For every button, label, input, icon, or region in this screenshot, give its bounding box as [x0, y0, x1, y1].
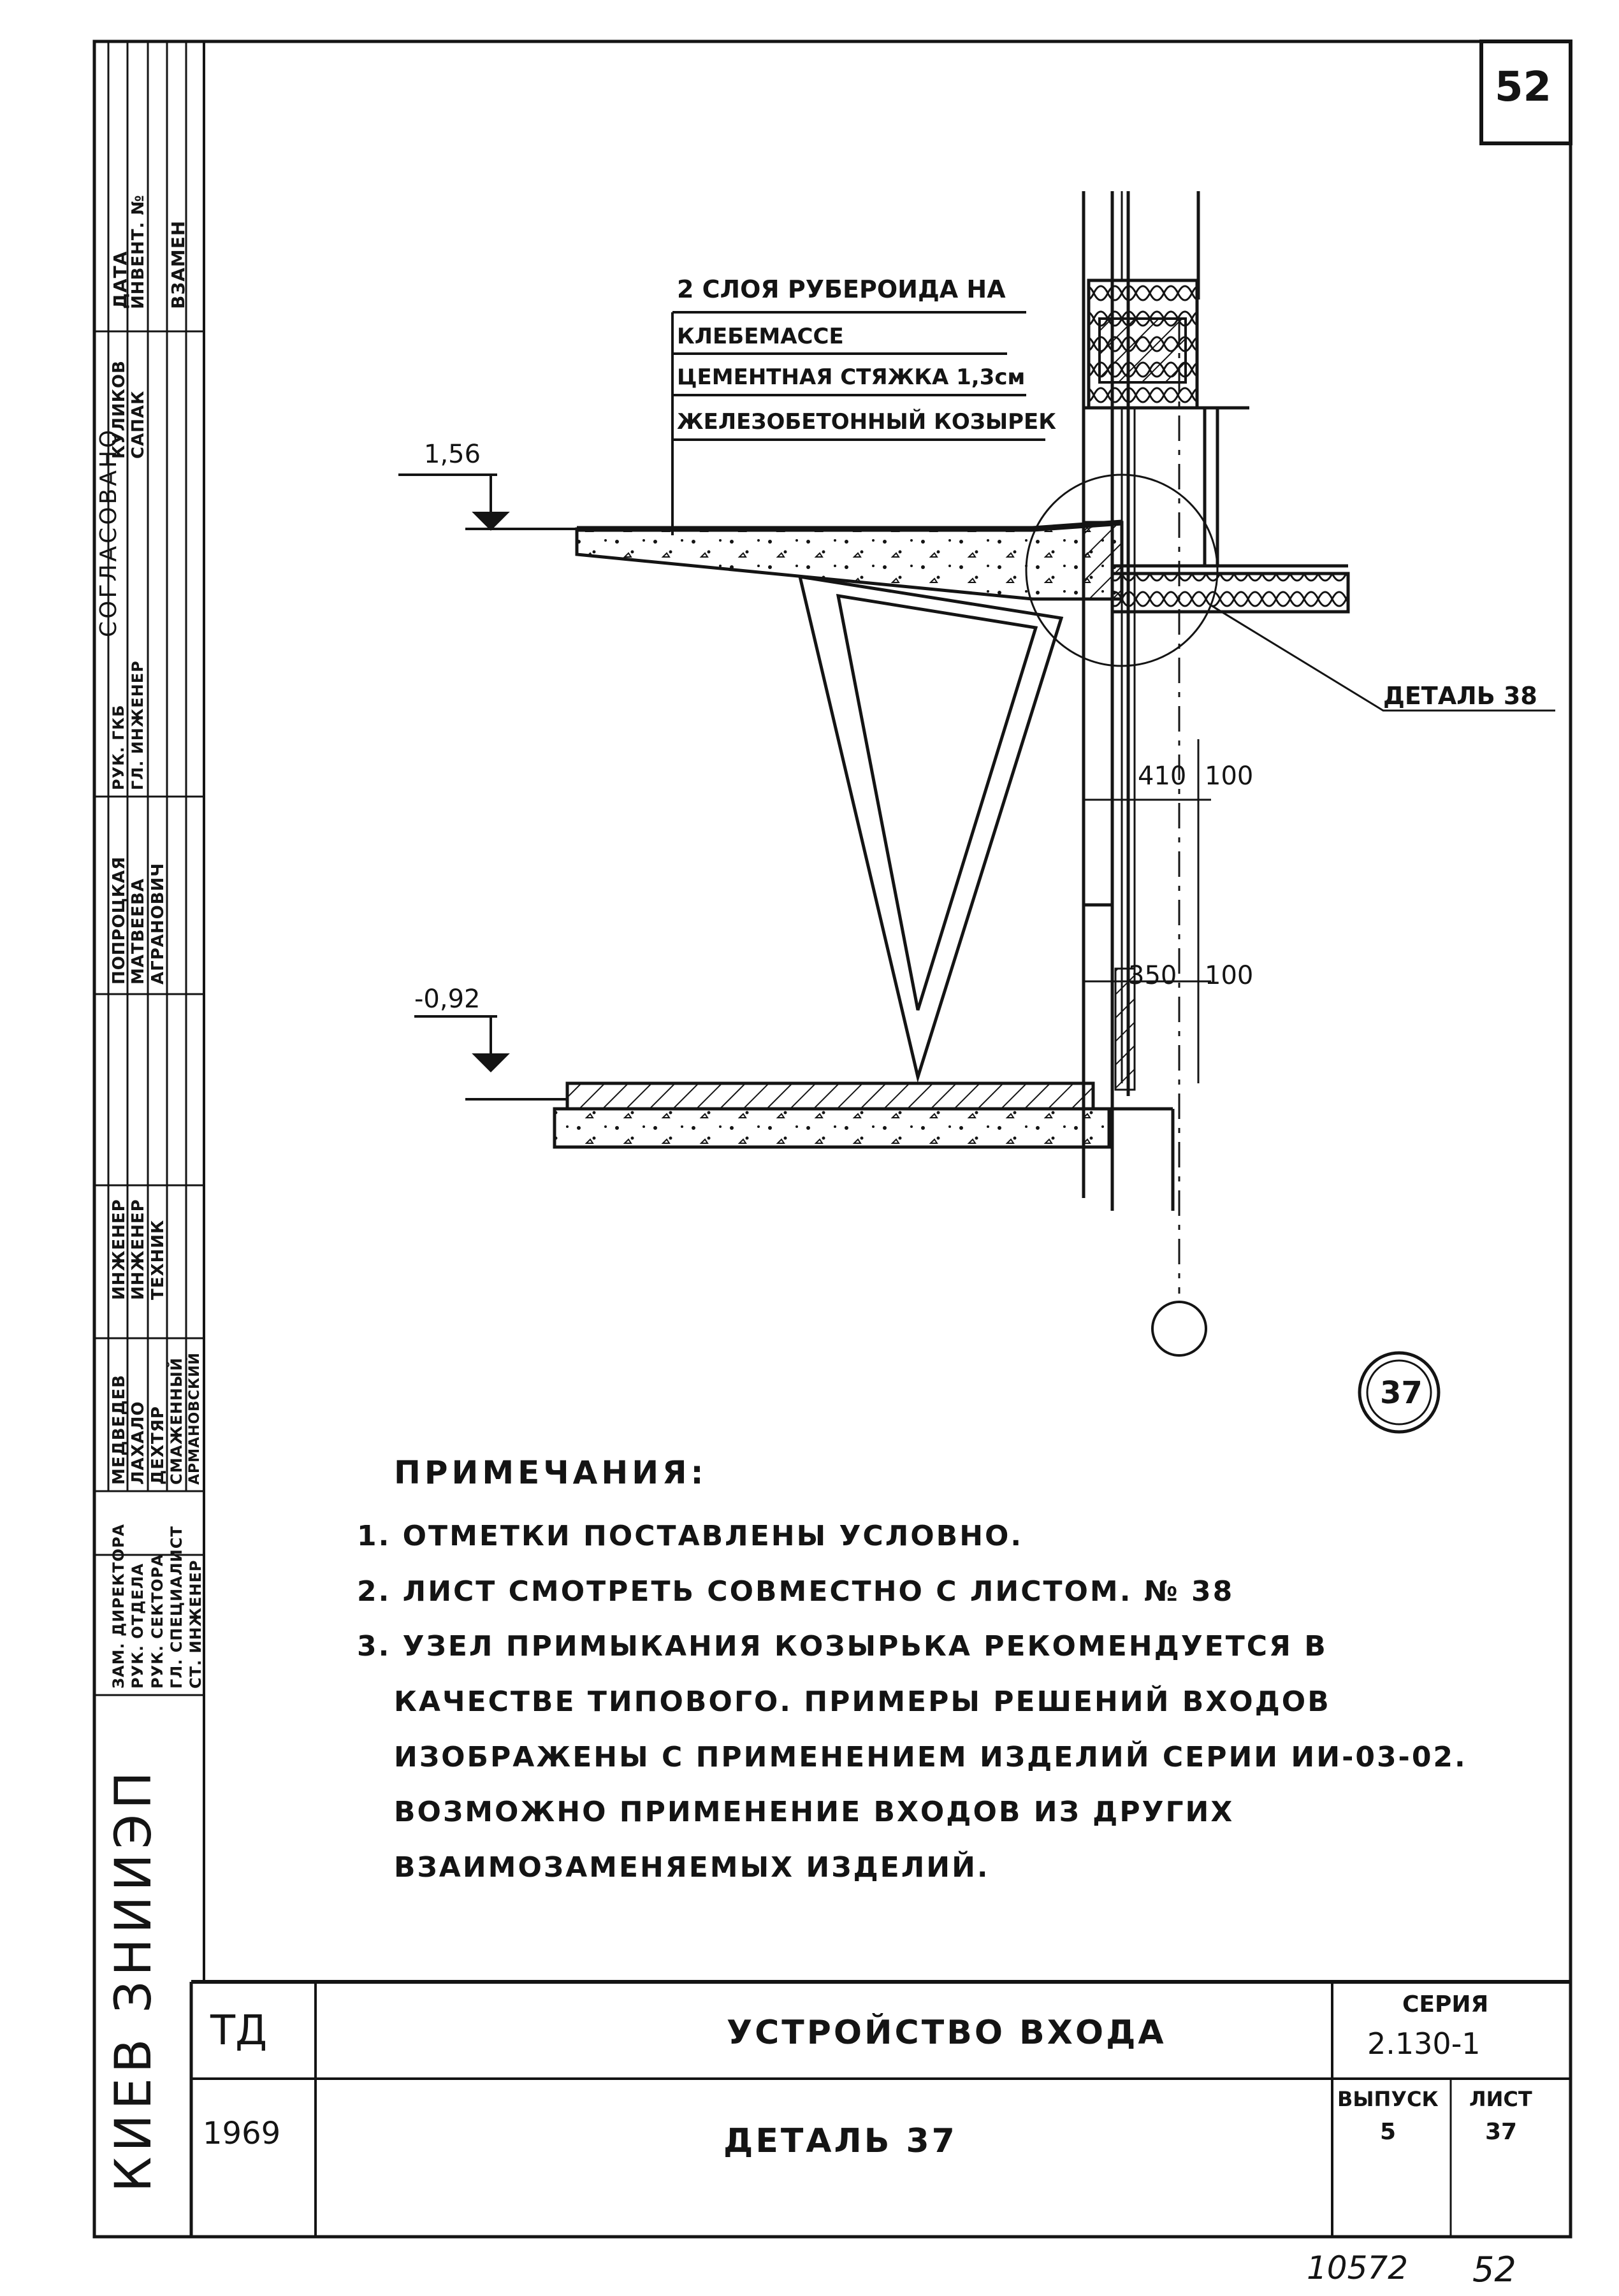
- inventory-label: ИНВЕНТ. №: [129, 194, 148, 309]
- detail-number: 37: [1380, 1375, 1423, 1411]
- replace-label: ВЗАМЕН: [168, 220, 189, 309]
- title-block-code: ТД: [210, 2007, 268, 2054]
- role-engineer-1: ИНЖЕНЕР: [110, 1199, 129, 1300]
- name-smazhenny: СМАЖЕННЫЙ: [168, 1357, 185, 1485]
- elevation-bottom: -0,92: [414, 985, 481, 1014]
- role-engineer-2: ИНЖЕНЕР: [129, 1199, 148, 1300]
- note-1: 1. ОТМЕТКИ ПОСТАВЛЕНЫ УСЛОВНО.: [357, 1520, 1024, 1552]
- dim-350: 350: [1128, 961, 1177, 990]
- dim-100-upper: 100: [1205, 762, 1254, 791]
- name-matveeva: МАТВЕЕВА: [129, 877, 148, 985]
- name-medvedev: МЕДВЕДЕВ: [110, 1374, 129, 1485]
- support-triangle: [800, 577, 1061, 1077]
- date-label: ДАТА: [110, 250, 131, 309]
- ground-slab: [465, 1083, 1173, 1211]
- detail-38-label: ДЕТАЛЬ 38: [1383, 682, 1537, 710]
- note-2: 2. ЛИСТ СМОТРЕТЬ СОВМЕСТНО С ЛИСТОМ. № 38: [357, 1575, 1235, 1608]
- layer-line-1: 2 СЛОЯ РУБЕРОИДА НА: [677, 275, 1006, 303]
- dim-100-lower: 100: [1205, 961, 1254, 990]
- title-block-year: 1969: [203, 2116, 281, 2151]
- name-agranovich: АГРАНОВИЧ: [149, 862, 168, 985]
- page-number: 52: [1495, 64, 1552, 111]
- issue-label: ВЫПУСК: [1337, 2087, 1439, 2111]
- role-chief-spec: ГЛ. СПЕЦИАЛИСТ: [168, 1526, 185, 1689]
- series-value: 2.130-1: [1367, 2026, 1481, 2061]
- wall-section: [1084, 191, 1249, 1211]
- dim-410: 410: [1138, 762, 1187, 791]
- name-dekhtyar: ДЕХТЯР: [149, 1406, 168, 1485]
- agreed-role-gkb: РУК. ГКБ: [110, 704, 127, 790]
- notes-title: ПРИМЕЧАНИЯ:: [394, 1454, 708, 1491]
- note-3-cont-2: ИЗОБРАЖЕНЫ С ПРИМЕНЕНИЕМ ИЗДЕЛИЙ СЕРИИ ИИ-03-02.: [394, 1741, 1467, 1773]
- note-3-cont-4: ВЗАИМОЗАМЕНЯЕМЫХ ИЗДЕЛИЙ.: [394, 1851, 990, 1884]
- note-3-cont-1: КАЧЕСТВЕ ТИПОВОГО. ПРИМЕРЫ РЕШЕНИЙ ВХОДОВ: [394, 1686, 1331, 1718]
- issue-value: 5: [1380, 2119, 1397, 2145]
- archive-number: 10572: [1307, 2249, 1409, 2286]
- name-lakhalo: ЛАХАЛО: [129, 1401, 148, 1485]
- agreed-label: СОГЛАСОВАНО: [96, 427, 122, 637]
- elevation-marks: [398, 475, 577, 1071]
- floor-slab: [1112, 566, 1348, 612]
- dimension-lines: [1084, 739, 1211, 1083]
- canopy: [577, 523, 1122, 599]
- series-label: СЕРИЯ: [1402, 1991, 1489, 2018]
- agreed-role-chief-eng: ГЛ. ИНЖЕНЕР: [129, 660, 147, 790]
- sheet-label: ЛИСТ: [1469, 2087, 1532, 2111]
- bottom-page-number: 52: [1472, 2249, 1516, 2290]
- layer-line-3: ЦЕМЕНТНАЯ СТЯЖКА 1,3см: [677, 365, 1026, 390]
- role-head-dept: РУК. ОТДЕЛА: [129, 1563, 147, 1689]
- role-technician: ТЕХНИК: [149, 1219, 168, 1300]
- role-zam-director: ЗАМ. ДИРЕКТОРА: [110, 1524, 127, 1689]
- agreed-name-kulikov: КУЛИКОВ: [110, 360, 129, 459]
- note-3: 3. УЗЕЛ ПРИМЫКАНИЯ КОЗЫРЬКА РЕКОМЕНДУЕТСЯ В: [357, 1630, 1328, 1663]
- title-block-title: УСТРОЙСТВО ВХОДА: [727, 2014, 1166, 2052]
- layer-line-2: КЛЕБЕМАССЕ: [677, 324, 844, 349]
- organization-stamp: КИЕВ ЗНИИЭП: [105, 1766, 163, 2192]
- title-block-subtitle: ДЕТАЛЬ 37: [723, 2122, 957, 2160]
- role-senior-eng: СТ. ИНЖЕНЕР: [187, 1559, 205, 1689]
- role-head-sector: РУК. СЕКТОРА: [149, 1554, 166, 1689]
- agreed-name-sapak: САПАК: [129, 390, 148, 459]
- note-3-cont-3: ВОЗМОЖНО ПРИМЕНЕНИЕ ВХОДОВ ИЗ ДРУГИХ: [394, 1796, 1235, 1828]
- layer-line-4: ЖЕЛЕЗОБЕТОННЫЙ КОЗЫРЕК: [677, 409, 1057, 435]
- sheet-value: 37: [1485, 2119, 1518, 2145]
- elevation-top: 1,56: [424, 440, 481, 469]
- name-armanovsky: АРМАНОВСКИЙ: [187, 1352, 203, 1485]
- name-poprotskaya: ПОПРОЦКАЯ: [110, 856, 129, 985]
